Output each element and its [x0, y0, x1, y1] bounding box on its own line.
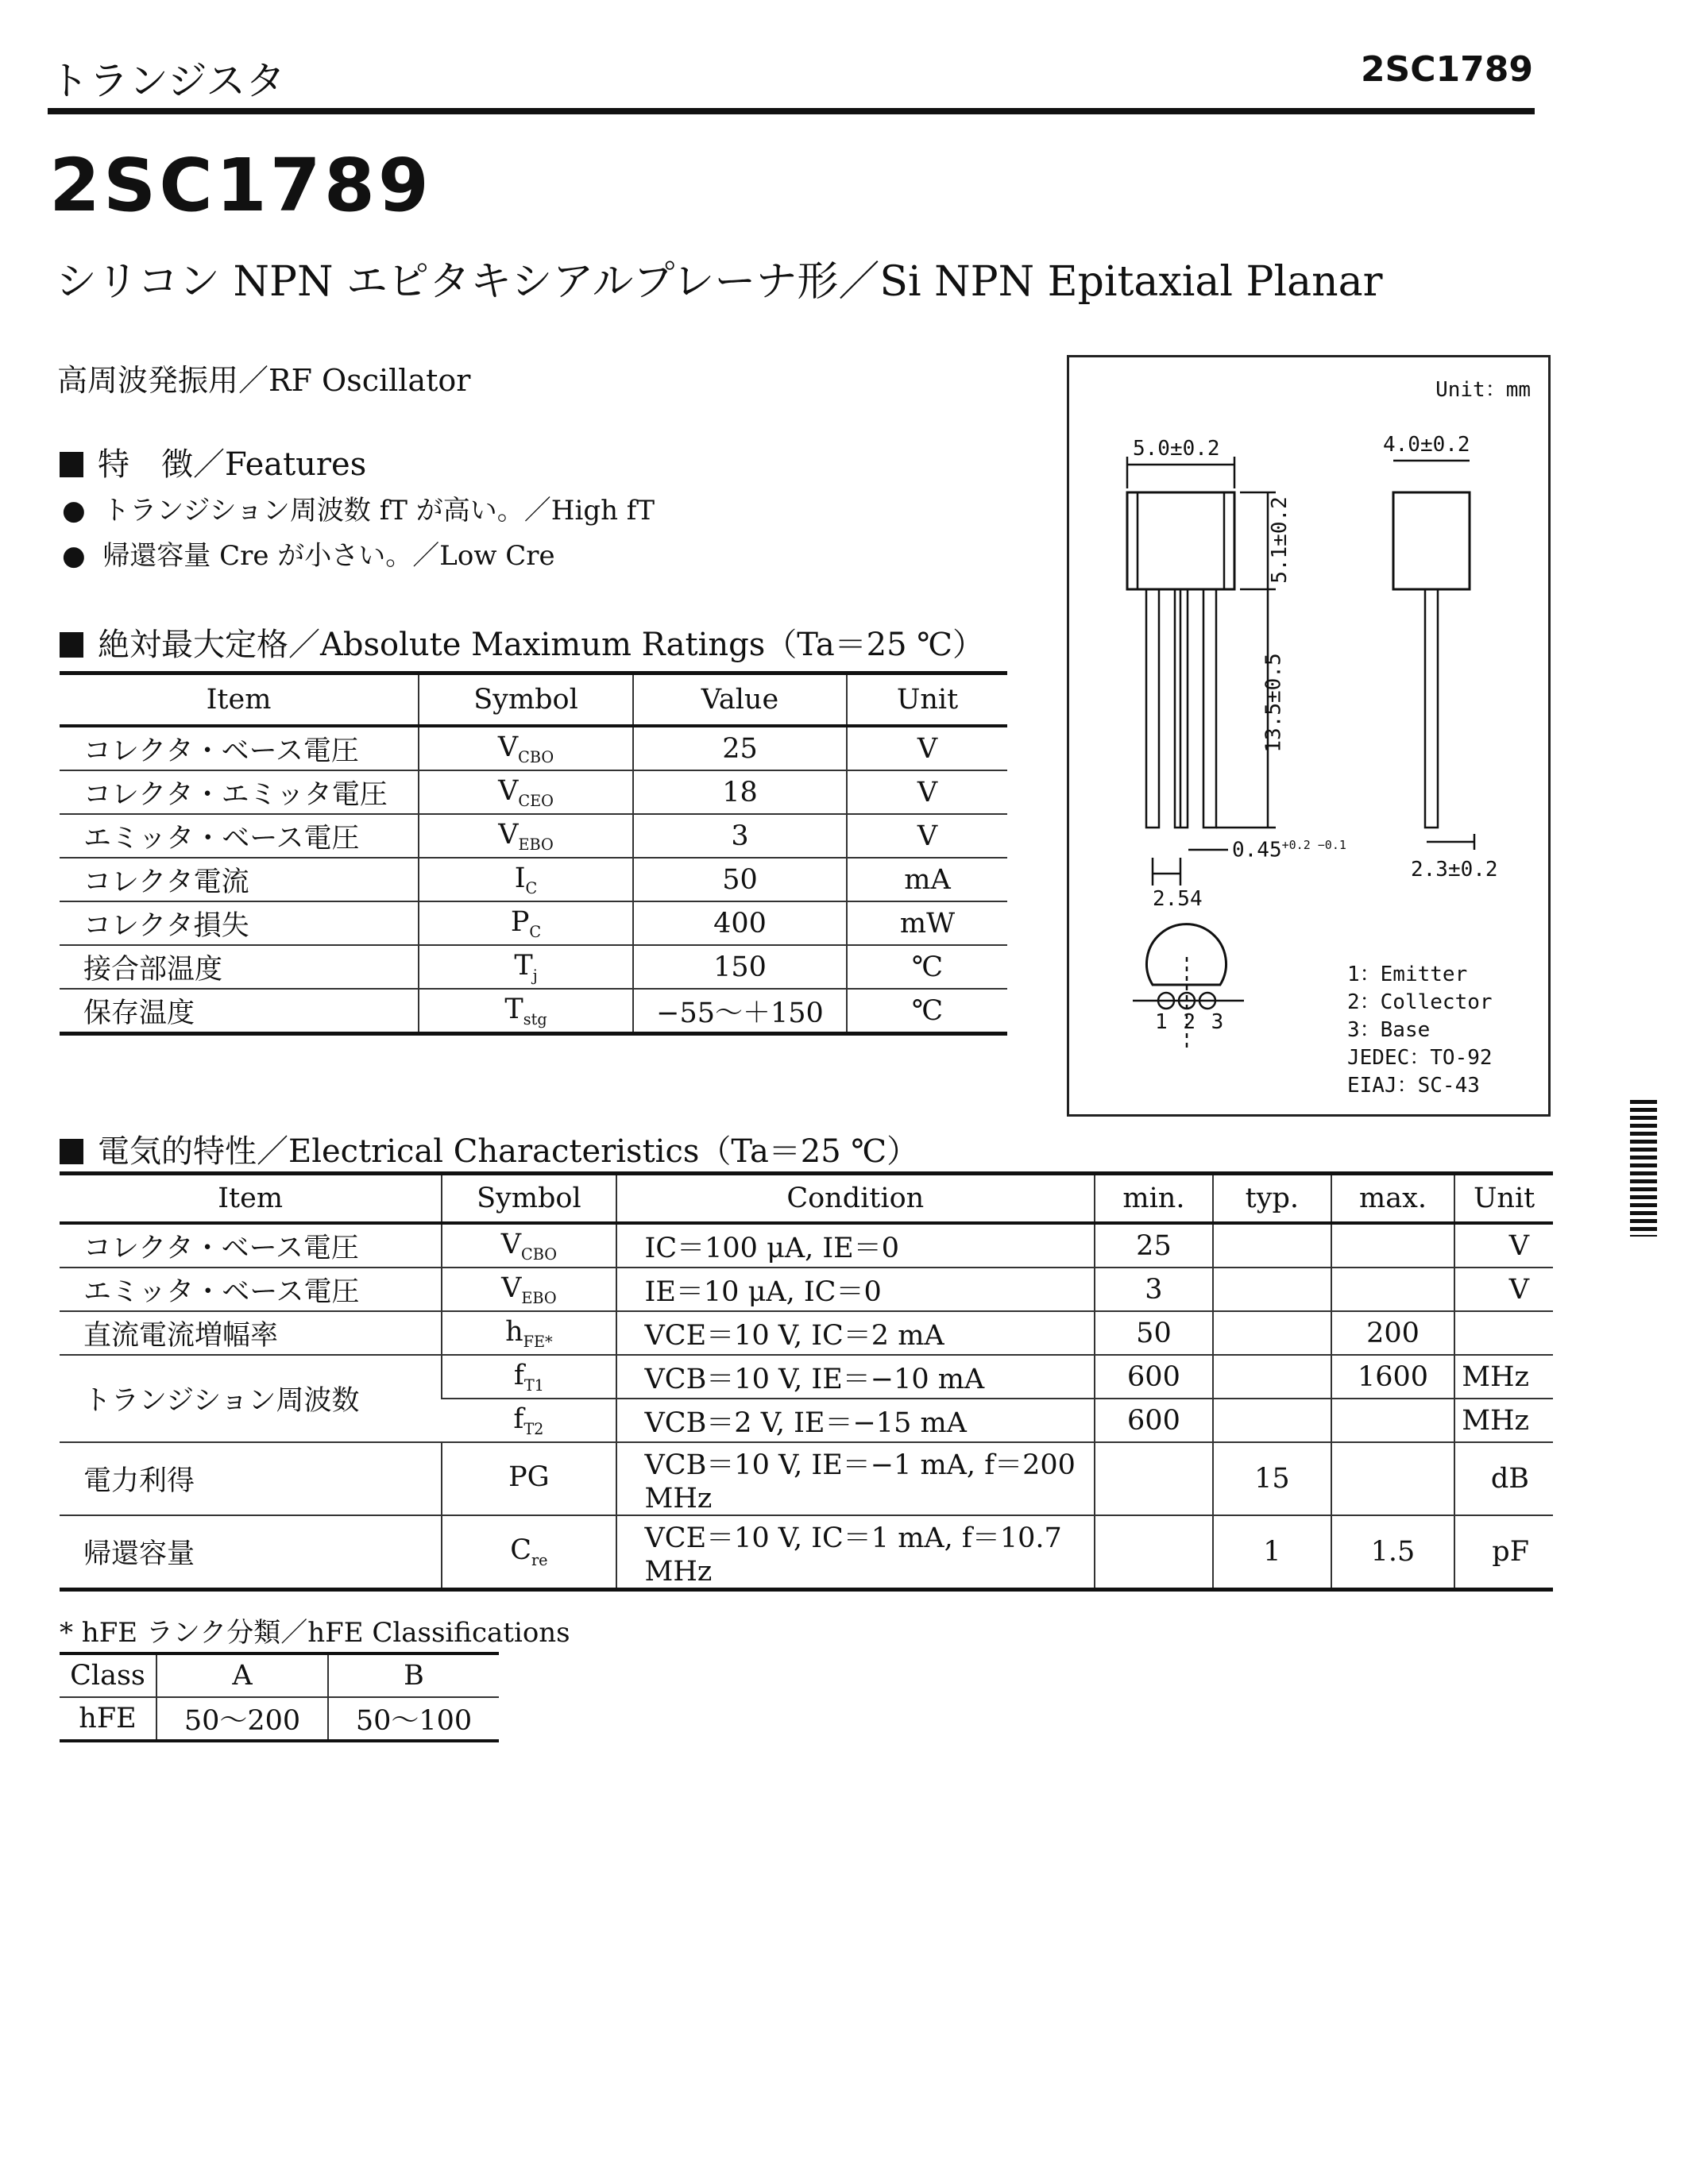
min-cell — [1095, 1515, 1213, 1590]
value-cell: 18 — [633, 770, 847, 814]
page-title: 2SC1789 — [49, 143, 432, 228]
condition-cell: VCB＝2 V, IE＝−15 mA — [616, 1399, 1095, 1442]
symbol: V — [498, 774, 519, 807]
application: 高周波発振用／RF Oscillator — [57, 363, 471, 398]
table-row — [60, 989, 1007, 1034]
symbol-cell — [442, 1268, 616, 1311]
symbol-cell — [442, 1223, 616, 1268]
class-header: A — [156, 1653, 328, 1697]
item-cell: 接合部温度 — [60, 945, 419, 989]
symbol-cell — [442, 1442, 616, 1515]
max-cell — [1331, 1223, 1454, 1268]
unit-cell: V — [1454, 1268, 1553, 1311]
typ-cell — [1213, 1268, 1331, 1311]
table-row — [60, 1311, 1553, 1355]
symbol-subscript: C — [525, 878, 538, 897]
class-header: Class — [70, 1660, 145, 1692]
symbol: I — [514, 862, 526, 894]
condition-cell: VCB＝10 V, IE＝−1 mA, f＝200 MHz — [616, 1442, 1095, 1515]
value-cell: 150 — [633, 945, 847, 989]
min-cell: 3 — [1095, 1268, 1213, 1311]
unit-cell: V — [847, 726, 1007, 770]
symbol: C — [510, 1534, 531, 1566]
table-row — [60, 858, 1007, 901]
min-cell: 50 — [1095, 1311, 1213, 1355]
features-heading — [60, 439, 366, 484]
features-heading-text: 特 徴／Features — [98, 446, 367, 483]
unit-cell: pF — [1454, 1515, 1553, 1590]
symbol-subscript: CEO — [518, 791, 554, 810]
unit-cell — [1454, 1311, 1553, 1355]
unit-cell: V — [1454, 1223, 1553, 1268]
item-cell: コレクタ・エミッタ電圧 — [60, 770, 419, 814]
item-cell: コレクタ・ベース電圧 — [60, 726, 419, 770]
symbol-cell — [419, 770, 633, 814]
class-header: B — [328, 1653, 499, 1697]
symbol-subscript: j — [532, 966, 538, 985]
max-cell: 1.5 — [1331, 1515, 1454, 1590]
table-row — [60, 1223, 1553, 1268]
symbol: f — [513, 1359, 524, 1391]
max-cell: 200 — [1331, 1311, 1454, 1355]
dim-lead-width: $0.45^{+0.2 -0.1}$ — [1232, 838, 1346, 862]
col-header: Symbol — [442, 1174, 616, 1224]
classification-heading: * hFE ランク分類／hFE Classifications — [60, 1617, 570, 1649]
pin-legend: 1：Emitter 2：Collector 3：Base JEDEC：TO-92 EIAJ：SC-43 — [1347, 963, 1493, 1098]
unit-cell: dB — [1454, 1442, 1553, 1515]
min-cell: 600 — [1095, 1355, 1213, 1399]
item-cell: コレクタ損失 — [60, 901, 419, 945]
item-cell: 帰還容量 — [60, 1515, 442, 1590]
condition-cell: VCB＝10 V, IE＝−10 mA — [616, 1355, 1095, 1399]
electrical-characteristics-table — [60, 1171, 1553, 1592]
amr-heading-text: 絶対最大定格／Absolute Maximum Ratings（Ta＝25 ℃） — [98, 627, 985, 663]
absolute-maximum-ratings-table — [60, 671, 1007, 1036]
item-cell: エミッタ・ベース電圧 — [60, 1268, 442, 1311]
unit-cell: ℃ — [847, 989, 1007, 1034]
unit-cell: MHz — [1454, 1355, 1553, 1399]
symbol-subscript: stg — [523, 1009, 547, 1028]
header-rule — [48, 108, 1535, 114]
col-header: max. — [1331, 1174, 1454, 1224]
symbol-subscript: re — [531, 1551, 548, 1569]
table-row — [60, 1268, 1553, 1311]
dim-pitch: 2.54 — [1153, 887, 1203, 911]
min-cell — [1095, 1442, 1213, 1515]
symbol: V — [497, 731, 519, 763]
condition-cell: IC＝100 μA, IE＝0 — [616, 1223, 1095, 1268]
typ-cell — [1213, 1223, 1331, 1268]
ec-heading — [60, 1126, 918, 1171]
unit-cell: V — [847, 814, 1007, 858]
class-value: 50～200 — [156, 1697, 328, 1741]
edge-index-marks — [1630, 1100, 1657, 1237]
symbol-subscript: FE* — [523, 1332, 553, 1351]
unit-cell: mA — [847, 858, 1007, 901]
item-cell: 電力利得 — [60, 1442, 442, 1515]
symbol-cell — [419, 945, 633, 989]
max-cell — [1331, 1399, 1454, 1442]
symbol-cell — [442, 1515, 616, 1590]
symbol: V — [501, 1271, 522, 1304]
item-cell: エミッタ・ベース電圧 — [60, 814, 419, 858]
header-part-number: 2SC1789 — [1360, 49, 1533, 90]
item-cell: コレクタ電流 — [60, 858, 419, 901]
symbol: P — [510, 905, 530, 938]
symbol: h — [505, 1315, 523, 1348]
symbol: V — [500, 1228, 522, 1260]
col-header: Value — [633, 673, 847, 727]
symbol: T — [514, 949, 533, 982]
dim-width: 5.0±0.2 — [1133, 437, 1220, 461]
table-row — [60, 726, 1007, 770]
symbol-subscript: EBO — [521, 1288, 557, 1307]
typ-cell: 15 — [1213, 1442, 1331, 1515]
dim-lead-length: 13.5±0.5 — [1261, 653, 1286, 753]
max-cell — [1331, 1442, 1454, 1515]
unit-cell: ℃ — [847, 945, 1007, 989]
max-cell: 1600 — [1331, 1355, 1454, 1399]
feature-text: 帰還容量 Cre が小さい。／Low Cre — [102, 540, 555, 572]
table-row — [60, 1355, 1553, 1399]
subtitle: シリコン NPN エピタキシアルプレーナ形／Si NPN Epitaxial Planar — [56, 258, 1383, 306]
item-cell: 保存温度 — [60, 989, 419, 1034]
unit-cell: V — [847, 770, 1007, 814]
symbol-cell — [442, 1311, 616, 1355]
row-label: hFE — [60, 1697, 156, 1741]
condition-cell: IE＝10 μA, IC＝0 — [616, 1268, 1095, 1311]
dim-body-height: 5.1±0.2 — [1267, 496, 1292, 584]
amr-heading — [60, 619, 984, 665]
dim-depth: 4.0±0.2 — [1383, 433, 1470, 457]
col-header: Unit — [847, 673, 1007, 727]
value-cell: 25 — [633, 726, 847, 770]
feature-item: ● トランジション周波数 fT が高い。／High fT — [62, 495, 655, 527]
symbol: T — [504, 993, 523, 1025]
hfe-classification-table — [60, 1652, 499, 1742]
col-header: typ. — [1213, 1174, 1331, 1224]
typ-cell: 1 — [1213, 1515, 1331, 1590]
symbol-cell — [419, 901, 633, 945]
item-cell: 直流電流増幅率 — [60, 1311, 442, 1355]
table-row — [60, 945, 1007, 989]
symbol-cell — [419, 989, 633, 1034]
ec-heading-text: 電気的特性／Electrical Characteristics（Ta＝25 ℃） — [98, 1133, 919, 1170]
max-cell — [1331, 1268, 1454, 1311]
condition-cell: VCE＝10 V, IC＝2 mA — [616, 1311, 1095, 1355]
condition-cell: VCE＝10 V, IC＝1 mA, f＝10.7 MHz — [616, 1515, 1095, 1590]
item-cell: トランジション周波数 — [60, 1355, 442, 1442]
col-header: Symbol — [419, 673, 633, 727]
typ-cell — [1213, 1311, 1331, 1355]
symbol-subscript: CBO — [521, 1244, 558, 1264]
symbol-cell — [442, 1355, 616, 1399]
symbol-subscript: C — [529, 922, 542, 941]
unit-label: Unit：mm — [1435, 378, 1531, 402]
class-value: 50～100 — [328, 1697, 499, 1741]
symbol-cell — [419, 858, 633, 901]
symbol-cell — [442, 1399, 616, 1442]
table-row — [60, 1515, 1553, 1590]
table-row — [60, 770, 1007, 814]
symbol-cell — [419, 726, 633, 770]
value-cell: 3 — [633, 814, 847, 858]
col-header: Unit — [1454, 1174, 1553, 1224]
item-cell: コレクタ・ベース電圧 — [60, 1223, 442, 1268]
symbol-cell — [419, 814, 633, 858]
min-cell: 600 — [1095, 1399, 1213, 1442]
col-header: Item — [60, 1174, 442, 1224]
feature-item: ● 帰還容量 Cre が小さい。／Low Cre — [62, 540, 555, 572]
package-diagram — [1067, 355, 1551, 1117]
col-header: min. — [1095, 1174, 1213, 1224]
typ-cell — [1213, 1355, 1331, 1399]
symbol-subscript: CBO — [518, 747, 554, 766]
table-row — [60, 814, 1007, 858]
symbol: PG — [508, 1461, 550, 1493]
table-row — [60, 901, 1007, 945]
feature-text: トランジション周波数 fT が高い。／High fT — [102, 495, 655, 527]
col-header: Condition — [616, 1174, 1095, 1224]
symbol-subscript: EBO — [518, 835, 554, 854]
value-cell: 400 — [633, 901, 847, 945]
col-header: Item — [60, 673, 419, 727]
symbol-subscript: T2 — [523, 1419, 544, 1438]
value-cell: −55～＋150 — [633, 989, 847, 1034]
header-category: トランジスタ — [49, 58, 286, 104]
unit-cell: MHz — [1454, 1399, 1553, 1442]
dim-side: 2.3±0.2 — [1411, 858, 1498, 882]
value-cell: 50 — [633, 858, 847, 901]
min-cell: 25 — [1095, 1223, 1213, 1268]
typ-cell — [1213, 1399, 1331, 1442]
pin-numbers: 1 2 3 — [1155, 1010, 1224, 1034]
table-row — [60, 1442, 1553, 1515]
symbol-subscript: T1 — [523, 1376, 544, 1395]
symbol: f — [513, 1403, 524, 1435]
symbol: V — [498, 818, 519, 851]
unit-cell: mW — [847, 901, 1007, 945]
